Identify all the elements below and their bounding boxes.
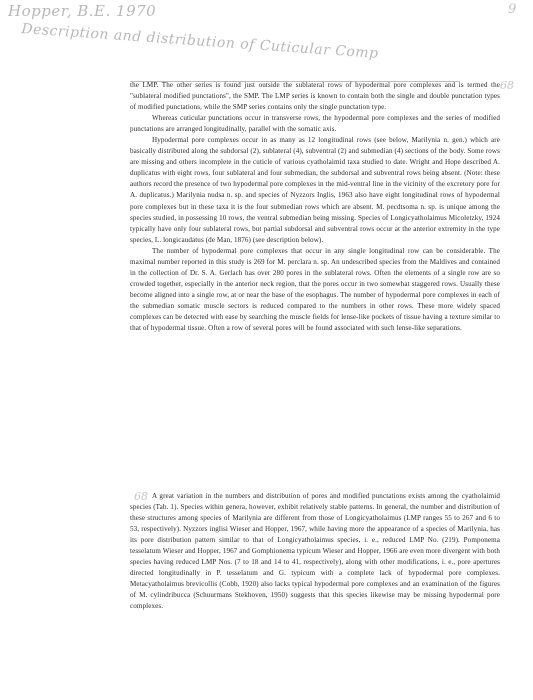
body-text-upper [130,80,500,334]
margin-mark-top: 68 [500,79,514,92]
paragraph: the LMP. The other series is found just outside the sublateral rows of hypodermal pore complexes and is termed the "sublateral modified punctations", the SMP. The LMP series is known to contain both the single and double punctation types of modified punctations, while the SMP series contains only the single punctation type. [130,81,500,112]
margin-mark-bottom: 68 [134,490,148,503]
handwritten-title: Description and distribution of Cuticular Comp [20,21,380,62]
paragraph: The number of hypodermal pore complexes that occur in any single longitudinal row can be considerable. The maximal number reported in this study is 269 for M. perclara n. sp. An undescribed species from the Maldives and contained in the collection of Dr. S. A. Gerlach has over 280 pores in the sublateral rows. Often the elements of a single row are so crowded together, especially in the anterior neck region, that the pores occur in two somewhat staggered rows. Usually these become aligned into a single row, at or near the base of the esophagus. The number of hypodermal pore complexes in each of the submedian somatic muscle sectors is reduced compared to the numbers in other rows. These more widely spaced complexes can be detected with ease by searching the muscle fields for lense-like pockets of tissue having a texture similar to that of hypodermal tissue. Often a row of several pores will be found associated with such lense-like separations. [130,246,500,333]
body-text-lower [130,491,500,613]
handwritten-citation: Hopper, B.E. 1970 [8,2,157,20]
paragraph: Hypodermal pore complexes occur in as many as 12 longitudinal rows (see below, Marilynia n. gen.) which are basically distributed along the subdorsal (2), sublateral (4), subventral (2) and submedian (4) sections of the body. Some rows are missing and others incomplete in the cuticle of various cyatholaimid taxa studied to date. Wright and Hope described A. duplicatus with eight rows, four sublateral and four submedian, the subdorsal and subventral rows being absent. (Note: these authors record the presence of two hypodermal pore complexes in the mid-ventral line in the vicinity of the excretory pore for A. duplicatus.) Marilynia nudsa n. sp. and species of Nyzzors Inglis, 1963 also have eight longitudinal rows of hypodermal pore complexes but in these taxa it is the four submedian rows which are absent. M. pecdtsoma n. sp. is unique among the species studied, in possessing 10 rows, the ventral submedian being missing. Species of Longicyatholaimus Micoletzky, 1924 typically have only four sublateral rows, but partial subdorsal and subventral rows occur at the anterior extremity in the type species, L. longicaudatus (de Man, 1876) (see description below). [130,136,500,244]
page-number: 9 [508,2,517,17]
paragraph: Whereas cuticular punctations occur in transverse rows, the hypodermal pore complexes and the series of modified punctations are arranged longitudinally, parallel with the somatic axis. [130,114,500,134]
paragraph: A great variation in the numbers and distribution of pores and modified punctations exists among the cyatholaimid species (Tab. 1). Species within genera, however, exhibit relatively stable patterns. In general, the number and distribution of these structures among species of Marilynia are different from those of Longicyatholaimus (LMP ranges 55 to 267 and 6 to 53, respectively). Nyzzors inglisi Wieser and Hopper, 1967, while having more the appearance of a species of Marilynia, has its pore distribution pattern similar to that of Longicyatholaimus species, i. e., reduced LMP No. (219). Pomponema tesselatum Wieser and Hopper, 1967 and Gomphionema typicum Wieser and Hopper, 1966 are even more divergent with both species having reduced LMP Nos. (7 to 18 and 14 to 41, respectively), along with other modifications, i. e., pore apertures directed longitudinally in P. tesselatum and G. typicum with a complete lack of hypodermal pore complexes. Metacyatholaimus brevicollis (Cobb, 1920) also lacks typical hypodermal pore complexes and an examination of the figures of M. cylindribucca (Schuurmans Stekhoven, 1950) suggests that this species likewise may be missing hypodermal pore complexes. [130,492,500,611]
